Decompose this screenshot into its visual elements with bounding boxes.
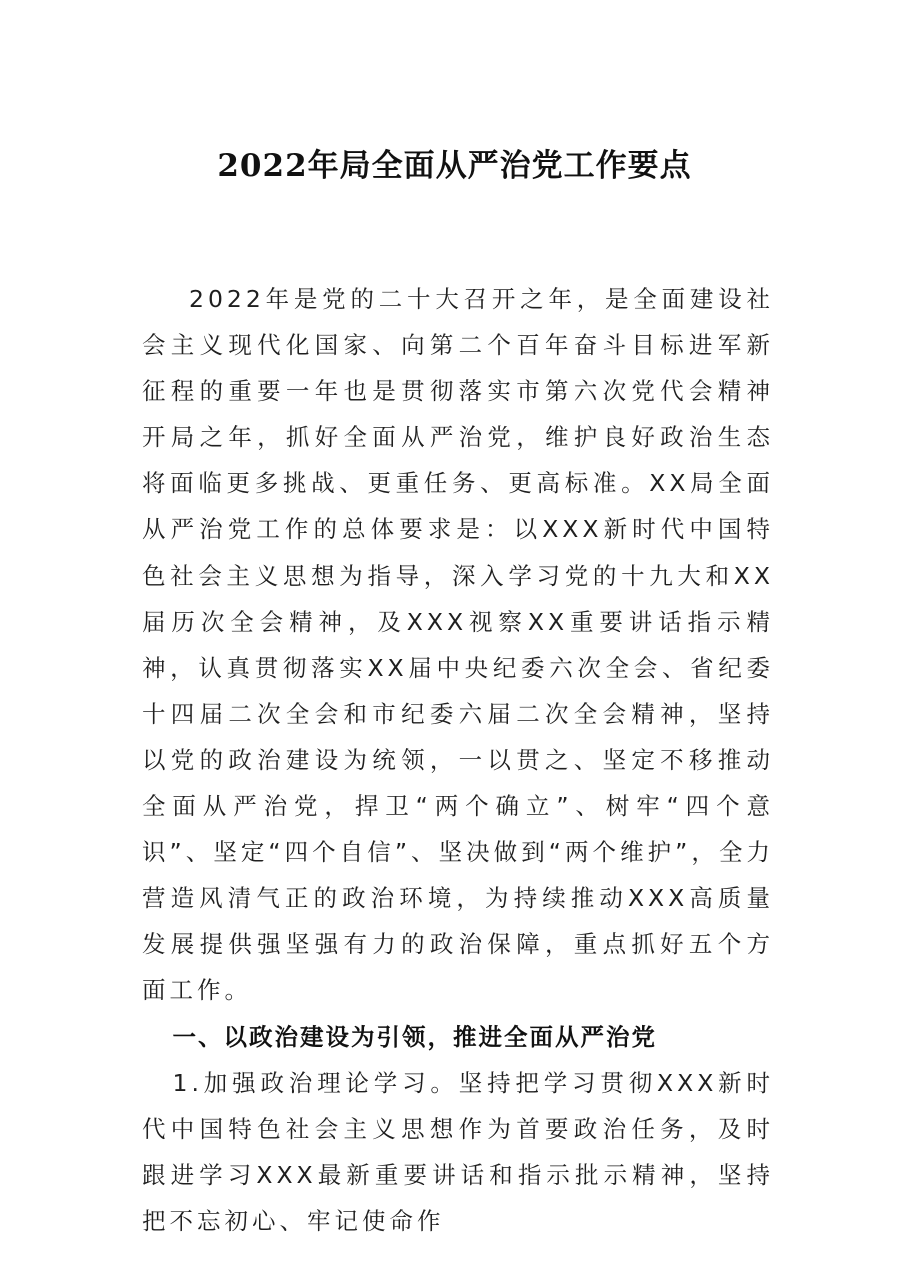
section-item-paragraph: 1.加强政治理论学习。坚持把学习贯彻XXX新时代中国特色社会主义思想作为首要政治任务，及时跟进学习XXX最新重要讲话和指示批示精神，坚持把不忘初心、牢记使命作 — [142, 1068, 774, 1235]
section-heading: 一、以政治建设为引领，推进全面从严治党 — [172, 1022, 658, 1051]
document-title: 2022年局全面从严治党工作要点 — [217, 148, 692, 184]
intro-paragraph: 2022年是党的二十大召开之年，是全面建设社会主义现代化国家、向第二个百年奋斗目标进军新征程的重要一年也是贯彻落实市第六次党代会精神开局之年，抓好全面从严治党，维护良好政治生态将面临更多挑战、更重任务、更高标准。XX局全面从严治党工作的总体要求是：以XXX新时代中国特色社会主义思想为指导，深入学习党的十九大和XX届历次全会精神，及XXX视察XX重要讲话指示精神，认真贯彻落实XX届中央纪委六次全会、省纪委十四届二次全会和市纪委六届二次全会精神，坚持以党的政治建设为统领，一以贯之、坚定不移推动全面从严治党，捍卫“两个确立”、树牢“四个意识”、坚定“四个自信”、坚决做到“两个维护”，全力营造风清气正的政治环境，为持续推动XXX高质量发展提供强坚强有力的政治保障，重点抓好五个方面工作。 — [142, 285, 774, 1005]
document-body — [142, 276, 774, 1244]
